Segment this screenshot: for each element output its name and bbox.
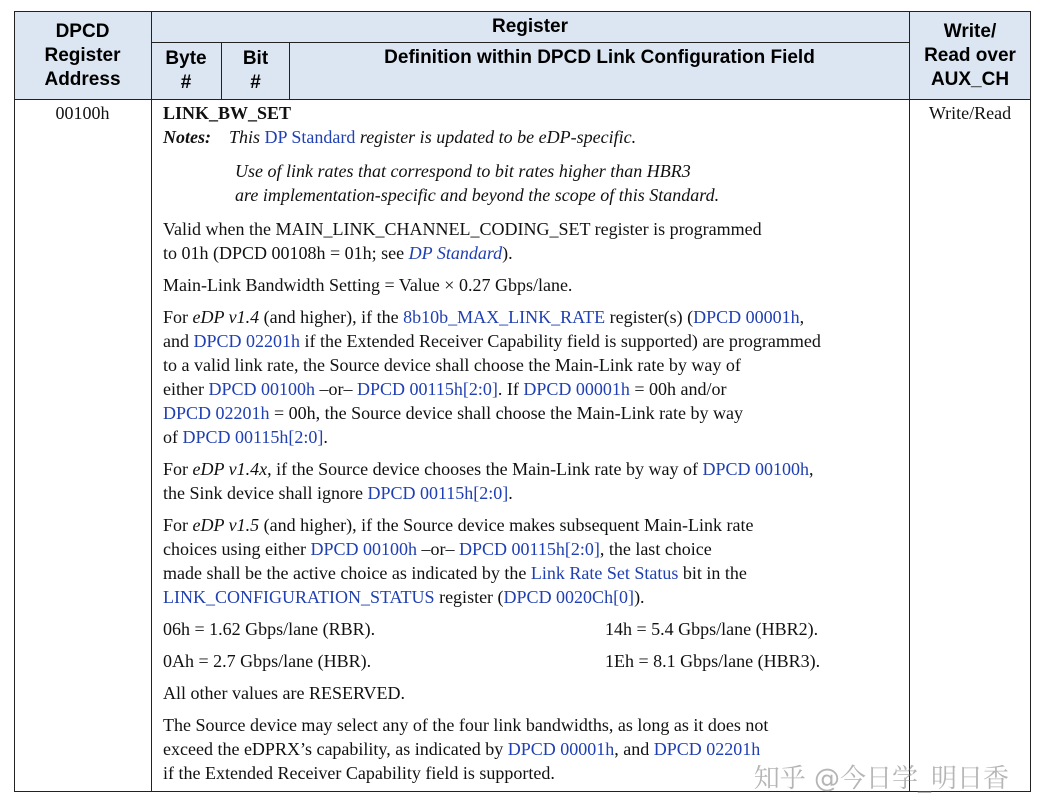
edp14-line-6: of DPCD 00115h[2:0]. [163,427,328,447]
edp14x-line-1: For eDP v1.4x, if the Source device chooses the Main-Link rate by way of DPCD 00100h, [163,459,814,479]
header-bit: Bit # [222,43,289,99]
edp15-line-2: choices using either DPCD 00100h –or– DPCD 00115h[2:0], the last choice [163,539,712,559]
link-dpcd-00115h[interactable]: DPCD 00115h[2:0] [357,379,498,399]
link-dpcd-00100h-3[interactable]: DPCD 00100h [310,539,417,559]
link-configuration-status[interactable]: LINK_CONFIGURATION_STATUS [163,587,435,607]
link-dpcd-00100h[interactable]: DPCD 00100h [208,379,315,399]
link-rate-set-status[interactable]: Link Rate Set Status [530,563,679,583]
register-address: 00100h [55,103,110,123]
notes-line-2: Use of link rates that correspond to bit rates higher than HBR3 [235,161,691,181]
link-dpcd-0020ch[interactable]: DPCD 0020Ch[0] [503,587,635,607]
link-dpcd-00115h-2[interactable]: DPCD 00115h[2:0] [182,427,324,447]
header-definition: Definition within DPCD Link Configuration Field [290,43,909,73]
edp14-line-1: For eDP v1.4 (and higher), if the 8b10b_MAX_LINK_RATE register(s) (DPCD 00001h, [163,307,805,327]
bandwidth-setting: Main-Link Bandwidth Setting = Value × 0.27 Gbps/lane. [163,275,573,295]
edp15-line-4: LINK_CONFIGURATION_STATUS register (DPCD 0020Ch[0]). [163,587,645,607]
header-byte: Byte # [151,43,221,99]
source-line-2: exceed the eDPRX’s capability, as indicated by DPCD 00001h, and DPCD 02201h [163,739,761,759]
link-dpcd-00001h-2[interactable]: DPCD 00001h [523,379,630,399]
valid-line-2: to 01h (DPCD 00108h = 01h; see DP Standard). [163,243,513,263]
header-definition-fill [290,73,909,99]
header-register: Register [151,12,909,42]
column-divider-access [909,11,910,792]
table-border-left [14,11,15,792]
edp15-line-3: made shall be the active choice as indicated by the Link Rate Set Status bit in the [163,563,747,583]
register-name: LINK_BW_SET [163,103,292,123]
table-border-right [1030,11,1031,792]
source-line-3: if the Extended Receiver Capability field is supported. [163,763,555,783]
column-divider-byte [221,42,222,99]
source-line-1: The Source device may select any of the four link bandwidths, as long as it does not [163,715,769,735]
column-divider-address [151,11,152,792]
link-max-link-rate[interactable]: 8b10b_MAX_LINK_RATE [403,307,606,327]
rate-hbr: 0Ah = 2.7 Gbps/lane (HBR). [163,651,372,671]
valid-line-1: Valid when the MAIN_LINK_CHANNEL_CODING_SET register is programmed [163,219,762,239]
edp14-line-2: and DPCD 02201h if the Extended Receiver Capability field is supported) are programmed [163,331,821,351]
edp15-line-1: For eDP v1.5 (and higher), if the Source device makes subsequent Main-Link rate [163,515,754,535]
rate-hbr3: 1Eh = 8.1 Gbps/lane (HBR3). [605,651,821,671]
watermark: 知乎 @今日学_明日香 [753,764,1009,794]
link-dpcd-00001h-3[interactable]: DPCD 00001h [507,739,615,759]
link-dpcd-00001h[interactable]: DPCD 00001h [693,307,800,327]
link-dpcd-02201h[interactable]: DPCD 02201h [193,331,301,351]
link-dpcd-00100h-2[interactable]: DPCD 00100h [702,459,810,479]
link-dpcd-00115h-4[interactable]: DPCD 00115h[2:0] [458,539,600,559]
header-access: Write/ Read over AUX_CH [910,12,1030,99]
edp14x-line-2: the Sink device shall ignore DPCD 00115h[2:0]. [163,483,513,503]
notes-line-1: Notes: This DP Standard register is updated to be eDP-specific. [163,127,637,147]
edp14-line-5: DPCD 02201h = 00h, the Source device shall choose the Main-Link rate by way [163,403,744,423]
link-dp-standard[interactable]: DP Standard [264,127,356,147]
link-dpcd-02201h-2[interactable]: DPCD 02201h [163,403,270,423]
rate-rbr: 06h = 1.62 Gbps/lane (RBR). [163,619,376,639]
table-border-top [14,11,1031,12]
header-divider-register [151,42,910,43]
link-dpcd-00115h-3[interactable]: DPCD 00115h[2:0] [367,483,509,503]
edp14-line-4: either DPCD 00100h –or– DPCD 00115h[2:0]. If DPCD 00001h = 00h and/or [163,379,727,399]
header-address: DPCD Register Address [14,12,151,99]
notes-line-3: are implementation-specific and beyond the scope of this Standard. [235,185,720,205]
header-border-bottom [14,99,1031,100]
column-divider-bit [289,42,290,99]
access-mode: Write/Read [928,103,1012,123]
edp14-line-3: to a valid link rate, the Source device shall choose the Main-Link rate by way of [163,355,741,375]
reserved-values: All other values are RESERVED. [163,683,406,703]
link-dp-standard-2[interactable]: DP Standard [408,243,503,263]
link-dpcd-02201h-3[interactable]: DPCD 02201h [653,739,761,759]
rate-hbr2: 14h = 5.4 Gbps/lane (HBR2). [605,619,819,639]
